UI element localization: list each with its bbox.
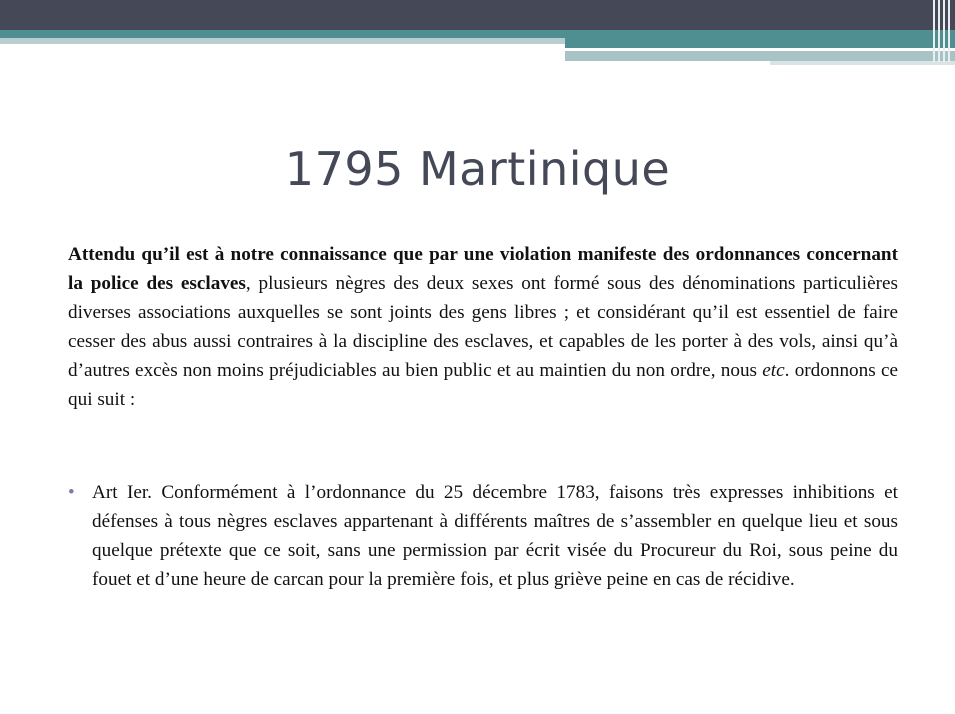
teal-band-right (565, 38, 955, 48)
light-band-right (565, 51, 955, 61)
slide-title: 1795 Martinique (284, 142, 671, 196)
bullet-text: Art Ier. Conformément à l’ordonnance du 25 décembre 1783, faisons très expresses inhibitions et défenses à tous nègres esclaves appartenant à différents maîtres de s’assembler en quelque lieu et sous quelque prétexte que ce soit, sans une permission par écrit visée du Procureur du Roi, sous peine du fouet et d’une heure de carcan pour la première fois, et plus griève peine en cas de récidive. (92, 482, 898, 590)
paragraph-text-end: . ordonnons ce qui suit : (68, 360, 898, 410)
bullet-marker: • (68, 482, 75, 503)
top-bar (0, 0, 955, 30)
corner-stripes (930, 0, 955, 62)
bold-lead-text: Attendu qu’il est à notre connaissance que par une violation manifeste des ordonnances concernant la police des esclaves (68, 244, 898, 294)
body-paragraph (68, 240, 898, 414)
paragraph-text: , plusieurs nègres des deux sexes ont formé sous des dénominations particulières diverses associations auxquelles se sont joints des gens libres ; et considérant qu’il est essentiel de faire cesser des abus aussi contraires à la discipline des esclaves, et capables de les porter à des vols, ainsi qu’à d’autres excès non moins préjudiciables au bien public et au maintien du non ordre, nous (68, 273, 898, 381)
teal-band (0, 30, 955, 38)
light-band-left (0, 38, 565, 44)
pale-band-right (770, 61, 955, 65)
etc-italic: etc (762, 360, 785, 381)
